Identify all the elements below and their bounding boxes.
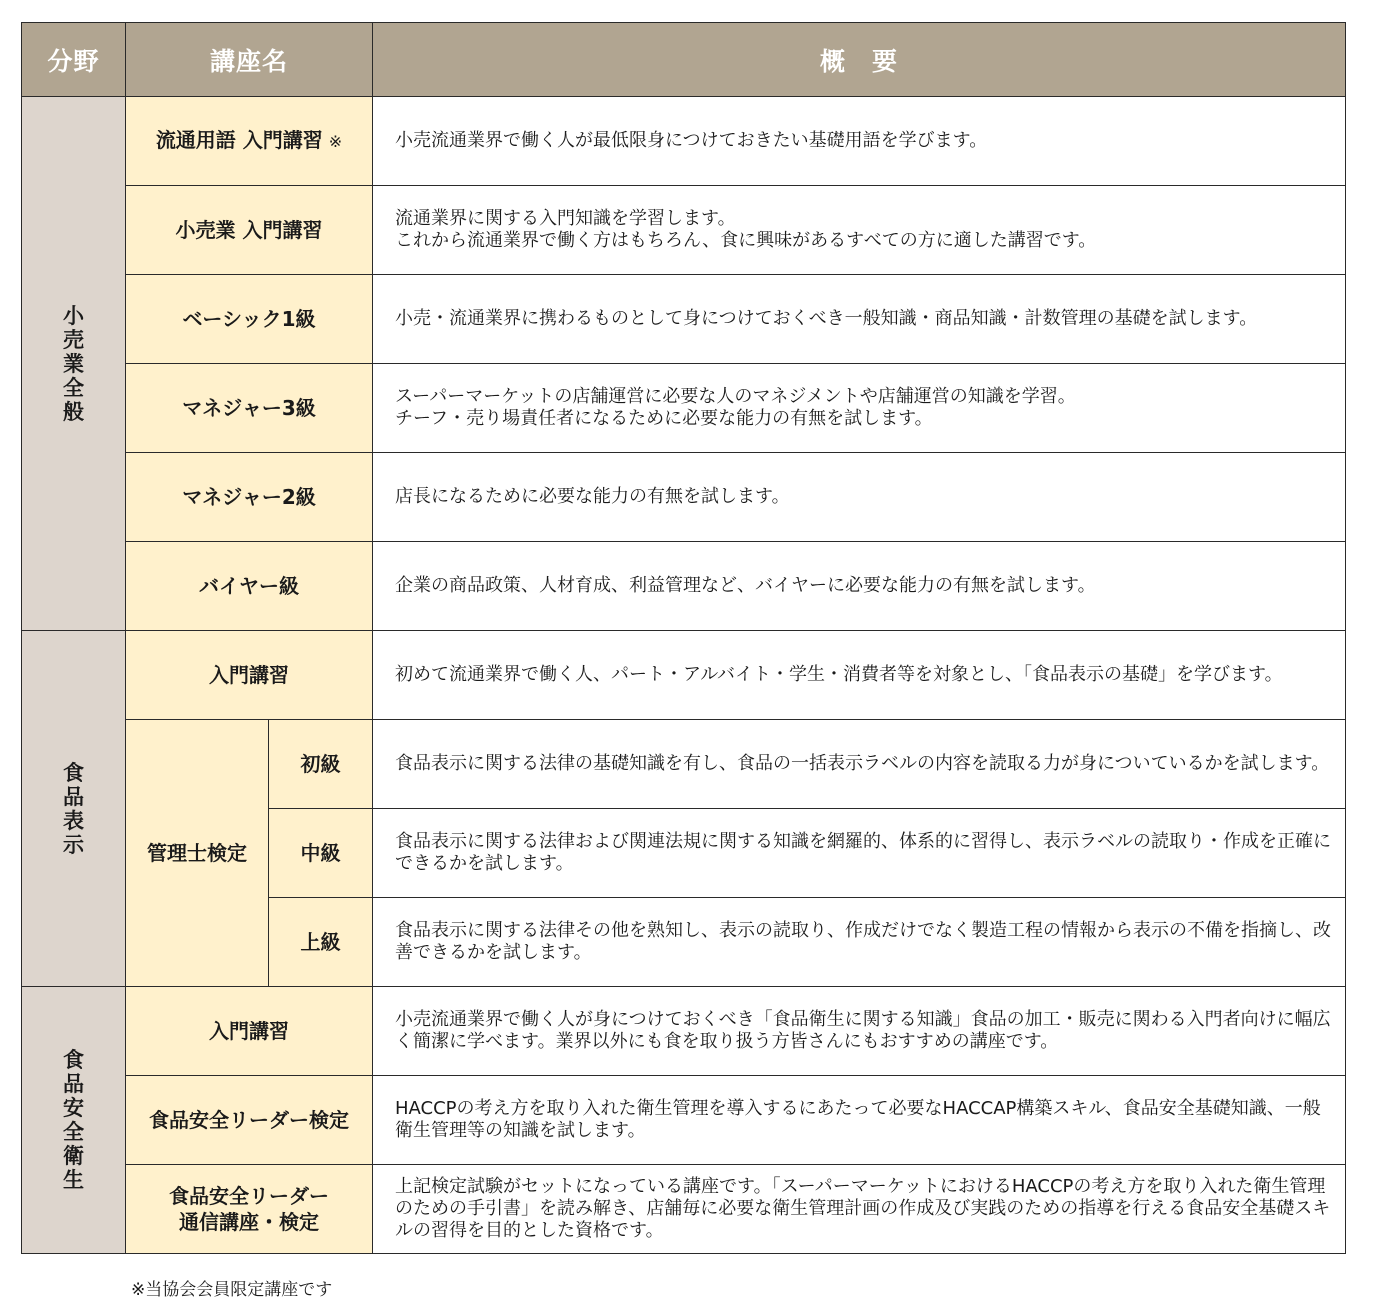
header-field: 分野 [22,23,126,97]
table-row [22,97,1346,186]
course-description: 上記検定試験がセットになっている講座です。「スーパーマーケットにおけるHACCPの考え方を取り入れた衛生管理のための手引書」を読み解き、店舗毎に必要な衛生管理計画の作成及び実践のための指導を行える食品安全基礎スキルの習得を目的とした資格です。 [373,1165,1346,1254]
footnote: ※当協会会員限定講座です [131,1280,333,1300]
table-row [22,720,1346,809]
header-summary: 概 要 [373,23,1346,97]
course-level: 上級 [269,898,373,987]
course-description: 食品表示に関する法律その他を熟知し、表示の読取り、作成だけでなく製造工程の情報から表示の不備を指摘し、改善できるかを試します。 [373,898,1346,987]
member-only-mark: ※ [328,132,343,151]
category-food-labeling: 食品表示 [22,631,126,987]
table-row [22,987,1346,1076]
course-description: 食品表示に関する法律の基礎知識を有し、食品の一括表示ラベルの内容を読取る力が身についているかを試します。 [373,720,1346,809]
category-retail: 小売業全般 [22,97,126,631]
course-level: 中級 [269,809,373,898]
course-description: 小売・流通業界に携わるものとして身につけておくべき一般知識・商品知識・計数管理の基礎を試します。 [373,275,1346,364]
course-name: 食品安全リーダー検定 [126,1076,373,1165]
course-description: 初めて流通業界で働く人、パート・アルバイト・学生・消費者等を対象とし、「食品表示の基礎」を学びます。 [373,631,1346,720]
course-description: HACCPの考え方を取り入れた衛生管理を導入するにあたって必要なHACCAP構築スキル、食品安全基礎知識、一般衛生管理等の知識を試します。 [373,1076,1346,1165]
course-name: 食品安全リーダー 通信講座・検定 [126,1165,373,1254]
course-name: 流通用語 入門講習 ※ [126,97,373,186]
course-name: マネジャー3級 [126,364,373,453]
course-name: バイヤー級 [126,542,373,631]
category-food-safety: 食品安全衛生 [22,987,126,1254]
table-row [22,1076,1346,1165]
table-row [22,453,1346,542]
table-row [22,631,1346,720]
table-row [22,542,1346,631]
course-name: マネジャー2級 [126,453,373,542]
course-name: 入門講習 [126,631,373,720]
table-header-row [22,23,1346,97]
table-row [22,1165,1346,1254]
course-description: 企業の商品政策、人材育成、利益管理など、バイヤーに必要な能力の有無を試します。 [373,542,1346,631]
course-name: ベーシック1級 [126,275,373,364]
course-description: 食品表示に関する法律および関連法規に関する知識を網羅的、体系的に習得し、表示ラベルの読取り・作成を正確にできるかを試します。 [373,809,1346,898]
course-table [21,22,1346,1254]
table-row [22,364,1346,453]
course-description: 小売流通業界で働く人が最低限身につけておきたい基礎用語を学びます。 [373,97,1346,186]
course-description: 小売流通業界で働く人が身につけておくべき「食品衛生に関する知識」食品の加工・販売に関わる入門者向けに幅広く簡潔に学べます。業界以外にも食を取り扱う方皆さんにもおすすめの講座です。 [373,987,1346,1076]
course-description: 流通業界に関する入門知識を学習します。 これから流通業界で働く方はもちろん、食に興味があるすべての方に適した講習です。 [373,186,1346,275]
course-description: 店長になるために必要な能力の有無を試します。 [373,453,1346,542]
table-row [22,186,1346,275]
table-row [22,275,1346,364]
course-name: 小売業 入門講習 [126,186,373,275]
course-name: 入門講習 [126,987,373,1076]
header-course-name: 講座名 [126,23,373,97]
course-group-name: 管理士検定 [126,720,269,987]
course-description: スーパーマーケットの店舗運営に必要な人のマネジメントや店舗運営の知識を学習。 チーフ・売り場責任者になるために必要な能力の有無を試します。 [373,364,1346,453]
course-level: 初級 [269,720,373,809]
